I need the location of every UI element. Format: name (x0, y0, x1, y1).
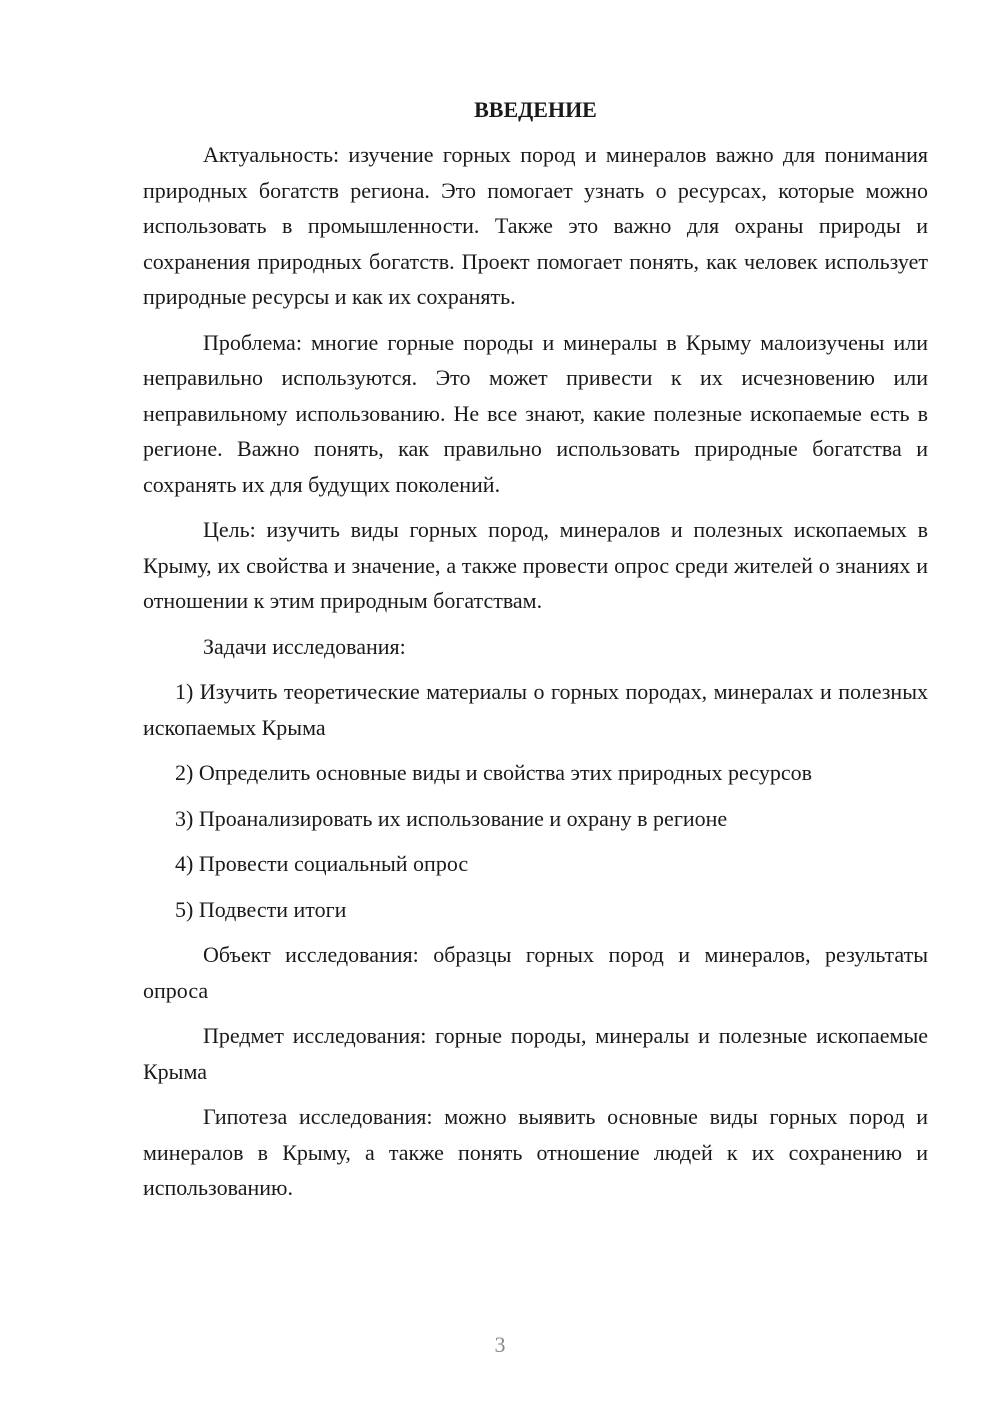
tasks-heading: Задачи исследования: (203, 633, 406, 659)
page-title: ВВЕДЕНИЕ (474, 97, 597, 122)
subject-paragraph: Предмет исследования: горные породы, минералы и полезные ископаемые Крыма (143, 1023, 928, 1084)
problem-paragraph: Проблема: многие горные породы и минералы в Крыму малоизучены или неправильно используются. Это может привести к их исчезновению или неправильному использованию. Не все знают, какие полезные ископаемые есть в регионе. Важно понять, как правильно использовать природные богатства и сохранять их для будущих поколений. (143, 329, 928, 497)
task-item-3: 3) Проанализировать их использование и охрану в регионе (175, 805, 728, 831)
hypothesis-paragraph: Гипотеза исследования: можно выявить основные виды горных пород и минералов в Крыму, а также понять отношение людей к их сохранению и использованию. (143, 1104, 928, 1200)
task-item-1: 1) Изучить теоретические материалы о горных породах, минералах и полезных ископаемых Крыма (143, 679, 928, 740)
task-item-4: 4) Провести социальный опрос (175, 851, 469, 876)
relevance-paragraph: Актуальность: изучение горных пород и минералов важно для понимания природных богатств региона. Это помогает узнать о ресурсах, которые можно использовать в промышленности. Также это важно для охраны природы и сохранения природных богатств. Проект помогает понять, как человек использует природные ресурсы и как их сохранять. (143, 142, 928, 309)
page-number: 3 (494, 1332, 506, 1357)
task-item-5: 5) Подвести итоги (175, 896, 347, 922)
object-paragraph: Объект исследования: образцы горных пород и минералов, результаты опроса (143, 942, 928, 1003)
goal-paragraph: Цель: изучить виды горных пород, минералов и полезных ископаемых в Крыму, их свойства и значение, а также провести опрос среди жителей о знаниях и отношении к этим природным богатствам. (143, 517, 928, 613)
document-page (143, 95, 928, 1216)
tasks-list (143, 674, 928, 927)
task-item-2: 2) Определить основные виды и свойства этих природных ресурсов (175, 760, 812, 785)
